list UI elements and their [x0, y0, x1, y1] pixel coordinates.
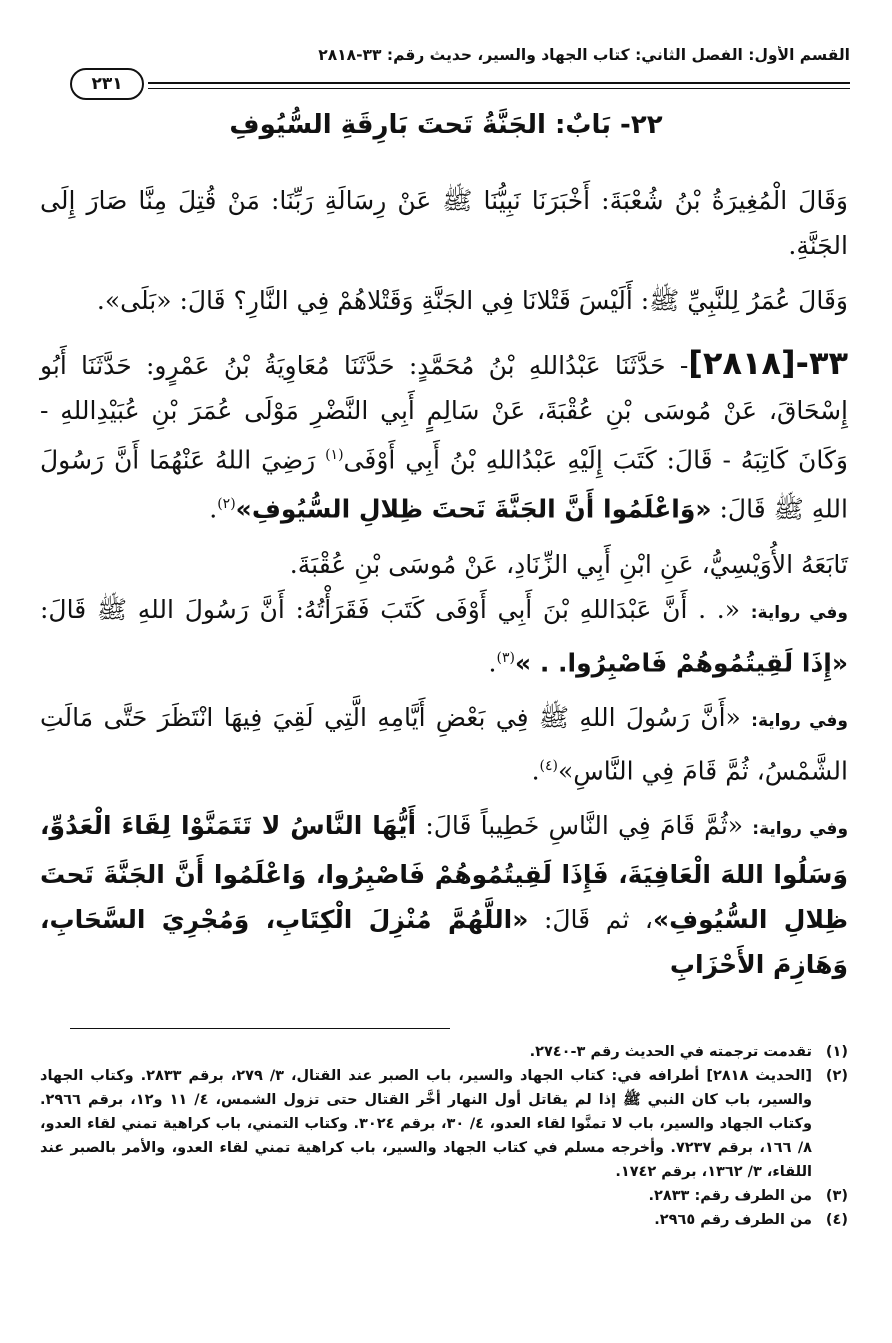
riwaya-3-dua: «اللَّهُمَّ مُنْزِلَ الْكِتَابِ، وَمُجْرِيَ السَّحَابِ، وَهَازِمَ الأَحْزَابِ: [40, 905, 848, 980]
paragraph-umar: وَقَالَ عُمَرُ لِلنَّبِيِّ ﷺ: أَلَيْسَ قَتْلانَا فِي الجَنَّةِ وَقَتْلاهُمْ فِي النَّارِ؟ قَالَ: «بَلَى».: [96, 286, 848, 315]
hadith-number: ٣٣-[٢٨١٨]: [688, 344, 848, 382]
hadith-paragraph: ٣٣-[٢٨١٨]- حَدَّثَنَا عَبْدُاللهِ بْنُ مُحَمَّدٍ: حَدَّثَنَا مُعَاوِيَةُ بْنُ عَمْرٍو: حَدَّثَنَا أَبُو إِسْحَاقَ، عَنْ مُوسَى بْنِ عُقْبَةَ، عَنْ سَالِمٍ أَبِي النَّضْرِ مَوْلَى عُمَرَ بْنِ عُبَيْدِاللهِ - وَكَانَ كَاتِبَهُ - قَالَ: كَتَبَ إِلَيْهِ عَبْدُاللهِ بْنُ أَبِي أَوْفَى$^{(١)}$ رَضِيَ اللهُ عَنْهُمَا أَنَّ رَسُولَ اللهِ ﷺ قَالَ: «وَاعْلَمُوا أَنَّ الجَنَّةَ تَحتَ ظِلالِ السُّيُوفِ»$^{(٢)}$.: [40, 344, 848, 524]
main-text: [40, 178, 848, 987]
footnote-number: (٢): [825, 1068, 848, 1084]
riwaya-1: وفي رواية: «. . أَنَّ عَبْدَاللهِ بْنَ أَبِي أَوْفَى كَتَبَ فَقَرَأْتُهُ: أَنَّ رَسُولَ اللهِ ﷺ قَالَ: «إِذَا لَقِيتُمُوهُمْ فَاصْبِرُوا. . »$^{(٣)}$.: [40, 594, 848, 677]
hadith-isnad: - حَدَّثَنَا عَبْدُاللهِ بْنُ مُحَمَّدٍ: حَدَّثَنَا مُعَاوِيَةُ بْنُ عَمْرٍو: حَدَّثَنَا أَبُو إِسْحَاقَ، عَنْ مُوسَى بْنِ عُقْبَةَ، عَنْ سَالِمٍ أَبِي النَّضْرِ مَوْلَى عُمَرَ بْنِ عُبَيْدِاللهِ - وَكَانَ كَاتِبَهُ - قَالَ: كَتَبَ إِلَيْهِ عَبْدُاللهِ بْنُ أَبِي أَوْفَى: [40, 351, 848, 475]
header-rule-thin: [148, 88, 850, 89]
footnote-text: من الطرف رقم: ٢٨٣٣.: [648, 1188, 812, 1204]
riwaya-3-text: «ثُمَّ قَامَ فِي النَّاسِ خَطِيباً قَالَ:: [425, 811, 744, 841]
riwaya-1-quote: «إِذَا لَقِيتُمُوهُمْ فَاصْبِرُوا. . »: [514, 647, 848, 677]
header-rule: [148, 82, 850, 84]
riwaya-1-text: «. . أَنَّ عَبْدَاللهِ بْنَ أَبِي أَوْفَى كَتَبَ فَقَرَأْتُهُ: أَنَّ رَسُولَ اللهِ ﷺ قَالَ:: [40, 594, 741, 624]
footnote-text: من الطرف رقم ٢٩٦٥.: [654, 1212, 812, 1228]
footnote-ref-1: (١): [325, 447, 344, 463]
footnote-ref-2: (٢): [217, 496, 236, 513]
riwaya-label: وفي رواية:: [751, 710, 848, 731]
riwaya-label: وفي رواية:: [750, 602, 848, 623]
riwaya-2-text: «أَنَّ رَسُولَ اللهِ ﷺ فِي بَعْضِ أَيَّامِهِ الَّتِي لَقِيَ فِيهَا انْتَظَرَ حَتَّى مَالَتِ الشَّمْسُ، ثُمَّ قَامَ فِي النَّاسِ»: [40, 702, 848, 786]
riwaya-3-quote: أَيُّهَا النَّاسُ لا تَتَمَنَّوْا لِقَاءَ الْعَدُوِّ، وَسَلُوا اللهَ الْعَافِيَةَ، فَإِذَا لَقِيتُمُوهُمْ فَاصْبِرُوا، وَاعْلَمُوا أَنَّ الجَنَّةَ تَحتَ ظِلالِ السُّيُوفِ»: [40, 811, 848, 935]
footnote-number: (٣): [825, 1188, 848, 1204]
chapter-title: ٢٢- بَابٌ: الجَنَّةُ تَحتَ بَارِقَةِ السُّيُوفِ: [229, 110, 663, 140]
hadith-quote: «وَاعْلَمُوا أَنَّ الجَنَّةَ تَحتَ ظِلالِ السُّيُوفِ»: [235, 494, 712, 524]
footnote-item: [40, 1040, 848, 1064]
footnote-number: (١): [825, 1044, 848, 1060]
footnote-item: [40, 1064, 848, 1184]
riwaya-label: وفي رواية:: [752, 819, 849, 840]
footnote-item: [40, 1184, 848, 1208]
riwaya-2: وفي رواية: «أَنَّ رَسُولَ اللهِ ﷺ فِي بَعْضِ أَيَّامِهِ الَّتِي لَقِيَ فِيهَا انْتَظَرَ حَتَّى مَالَتِ الشَّمْسُ، ثُمَّ قَامَ فِي النَّاسِ»$^{(٤)}$.: [40, 702, 848, 786]
footnote-number: (٤): [825, 1212, 848, 1228]
riwaya-3: [40, 803, 848, 987]
footnote-rule: [70, 1028, 450, 1029]
paragraph-tabaahu: تَابَعَهُ الأُوَيْسِيُّ، عَنِ ابْنِ أَبِي الزِّنَادِ، عَنْ مُوسَى بْنِ عُقْبَةَ.: [289, 549, 848, 579]
footnote-text: تقدمت ترجمته في الحديث رقم ٣-٢٧٤٠.: [529, 1044, 812, 1060]
page-number: ٢٣١: [70, 68, 144, 100]
footnote-item: [40, 1208, 848, 1232]
footnotes: [40, 1040, 848, 1232]
footnote-ref-3: (٣): [496, 649, 515, 666]
footnote-ref-4: (٤): [539, 757, 558, 774]
hadith-cont: رَضِيَ اللهُ عَنْهُمَا أَنَّ رَسُولَ اللهِ ﷺ قَالَ:: [40, 445, 848, 524]
paragraph-mughira: وَقَالَ الْمُغِيرَةُ بْنُ شُعْبَةَ: أَخْبَرَنَا نَبِيُّنَا ﷺ عَنْ رِسَالَةِ رَبِّنَا: مَنْ قُتِلَ مِنَّا صَارَ إِلَى الجَنَّةِ.: [40, 186, 848, 260]
riwaya-3-cont: ، ثم قَالَ:: [543, 905, 653, 935]
footnote-text: [الحديث ٢٨١٨] أطرافه في: كتاب الجهاد والسير، باب الصبر عند القتال، ٣/ ٢٧٩، برقم ٢٨٣٣. وكتاب الجهاد والسير، باب كان النبي ﷺ إذا لم يقاتل أول النهار أخَّر القتال حتى تزول الشمس، ٤/ ١١ و١٢، برقم ٢٩٦٦. وكتاب الجهاد والسير، باب لا تمنَّوا لقاء العدو، ٤/ ٣٠، برقم ٣٠٢٤. وكتاب التمني، باب كراهية تمني لقاء العدو، ٨/ ١٦٦، برقم ٧٢٣٧. وأخرجه مسلم في كتاب الجهاد والسير، باب كراهية تمني لقاء العدو، والأمر بالصبر عند اللقاء، ٣/ ١٣٦٢، برقم ١٧٤٢.: [40, 1068, 812, 1180]
running-head: القسم الأول: الفصل الثاني: كتاب الجهاد والسير، حديث رقم: ٣٣-٢٨١٨: [318, 46, 850, 64]
